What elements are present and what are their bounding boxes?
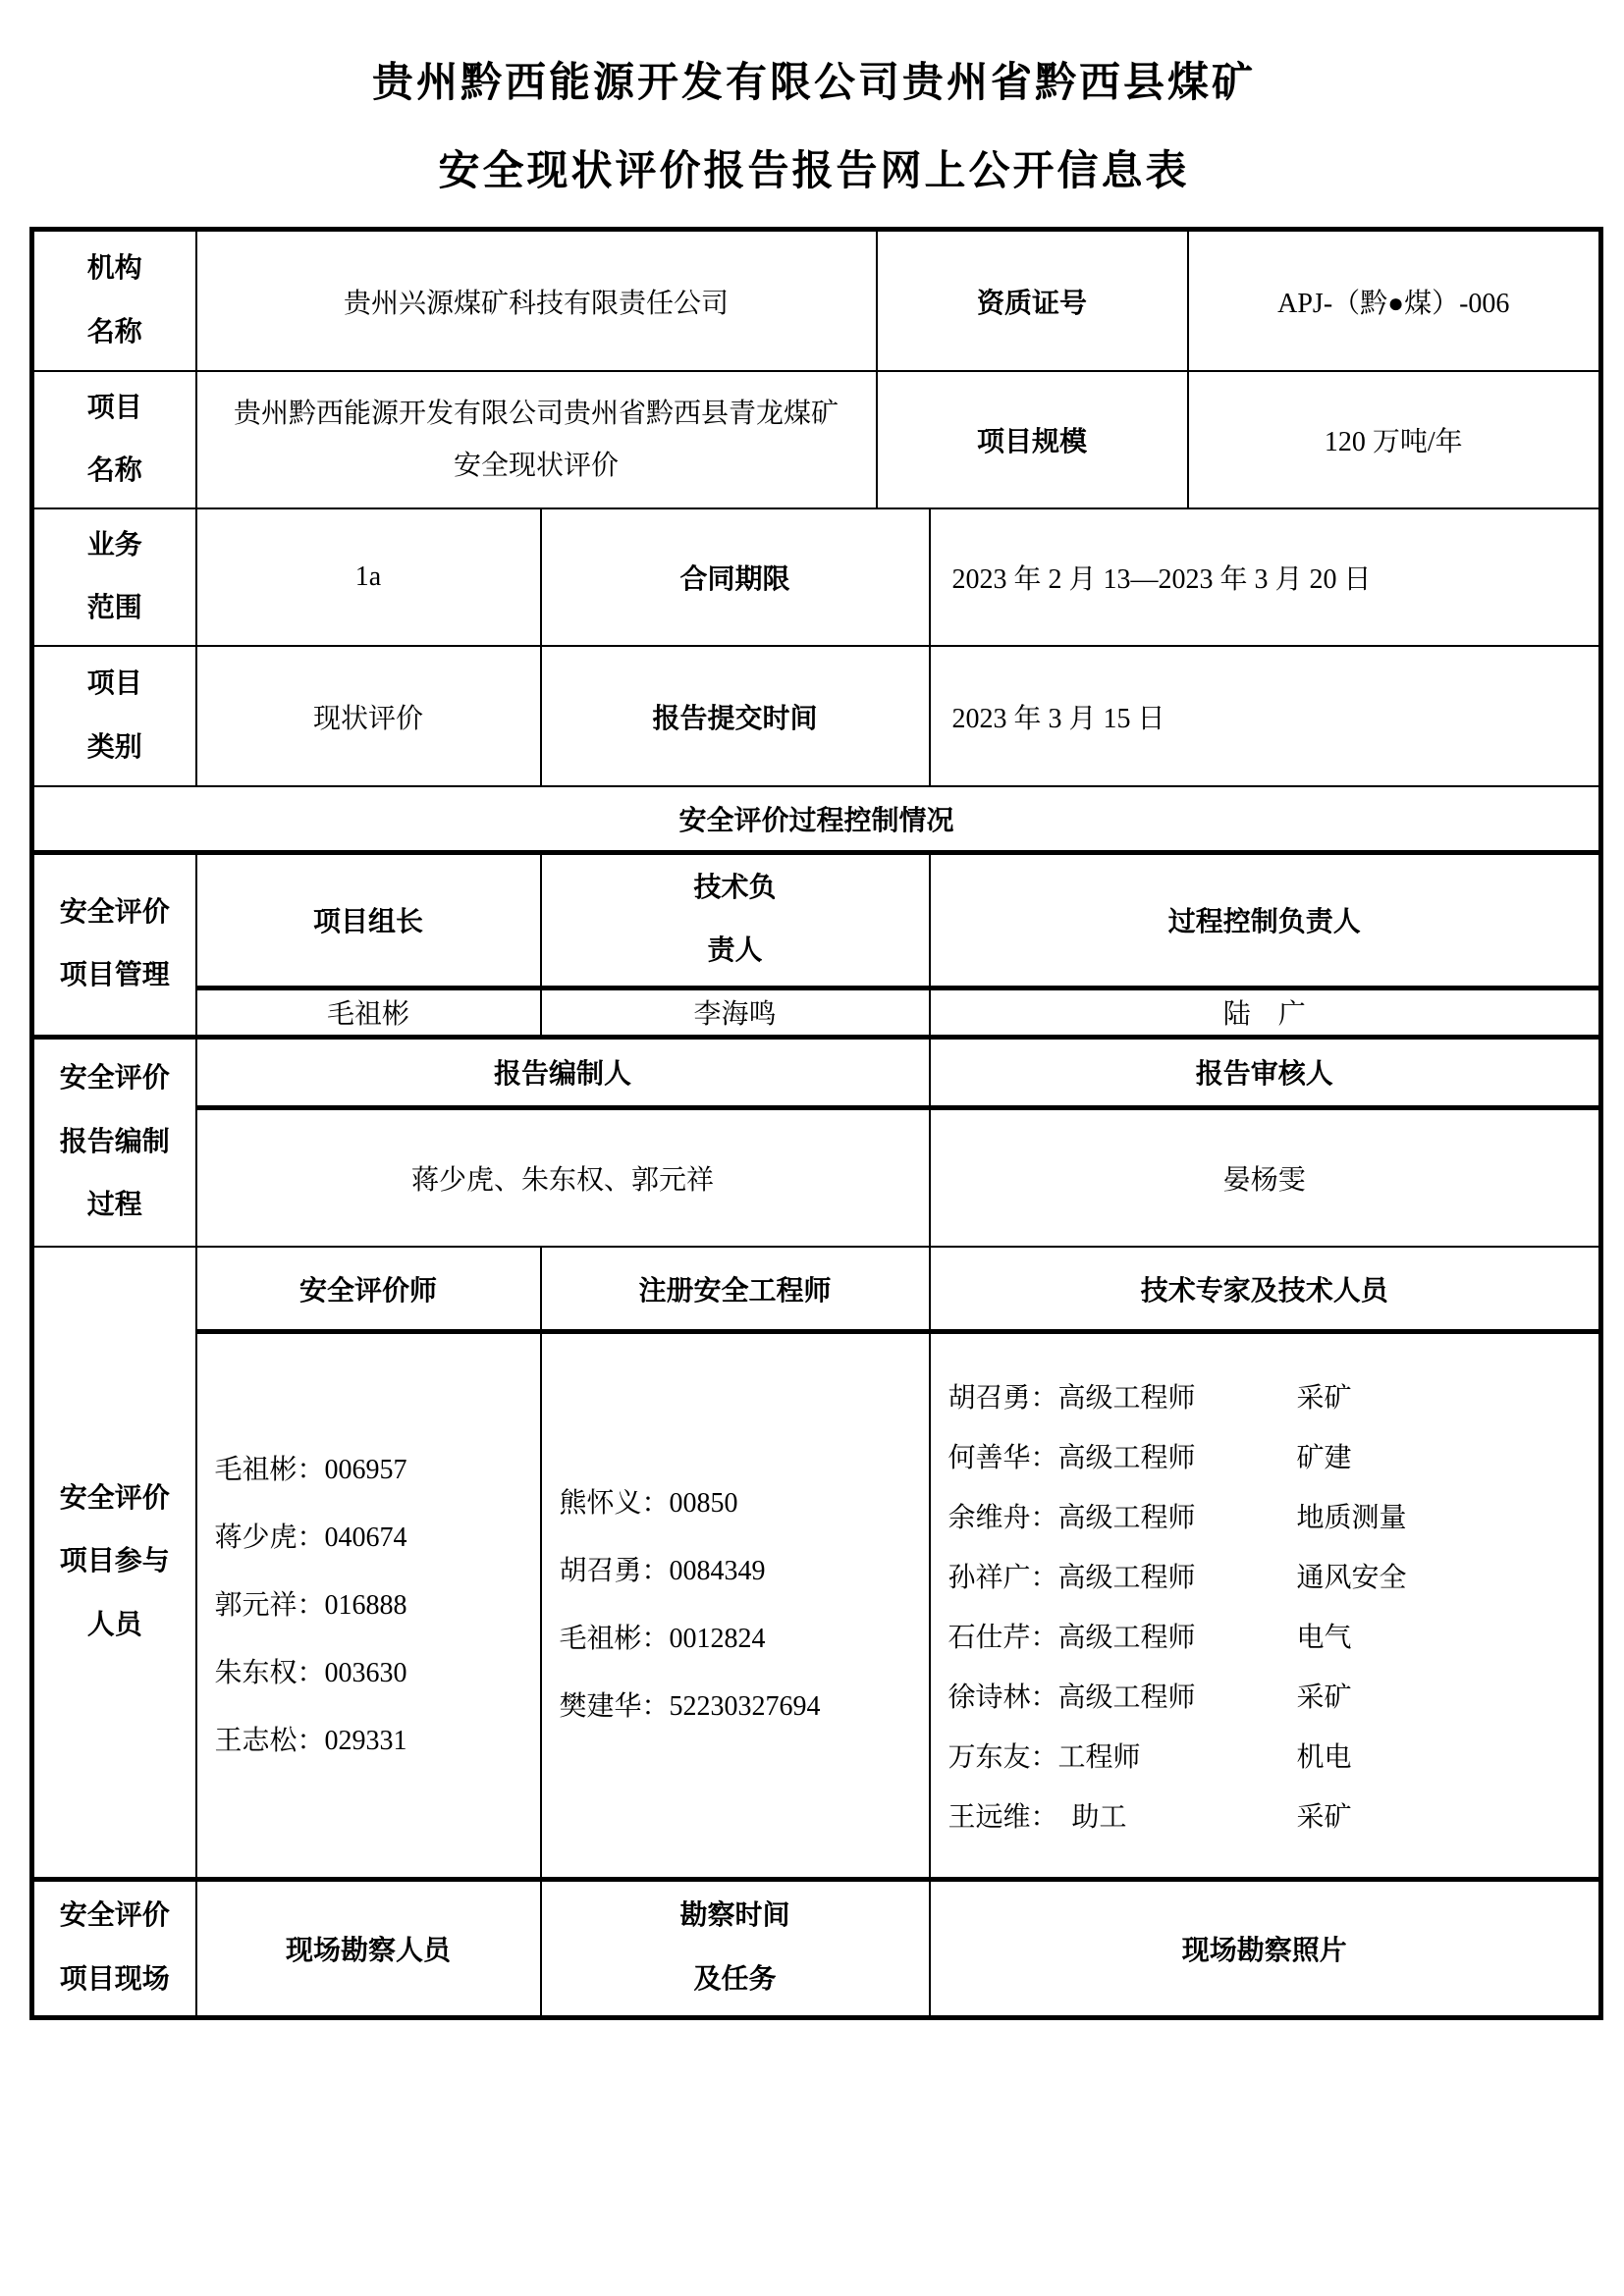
expert-name-title: 余维舟：高级工程师 [947, 1502, 1196, 1533]
engineer-item: 熊怀义：00850 [559, 1488, 738, 1520]
contract-period-value: 2023 年 2 月 13—2023 年 3 月 20 日 [930, 508, 1601, 646]
expert-item [948, 1485, 1596, 1545]
org-name-label [32, 229, 196, 371]
engineer-header: 注册安全工程师 [541, 1247, 930, 1331]
tech-lead-label-line1: 技术负 [693, 872, 777, 903]
business-scope-label [32, 508, 196, 646]
scope-label-line2: 范围 [86, 593, 142, 624]
expert-item [948, 1365, 1596, 1425]
org-label-line1: 机构 [86, 253, 142, 285]
expert-field: 机电 [1296, 1741, 1352, 1773]
tech-lead-label-line2: 责人 [707, 935, 763, 967]
compilation-label-line1: 安全评价 [59, 1063, 170, 1095]
participants-section-label [32, 1247, 196, 1879]
evaluator-item: 蒋少虎：040674 [214, 1522, 407, 1553]
site-label-line2: 项目现场 [59, 1963, 170, 1995]
report-reviewer-label: 报告审核人 [930, 1037, 1601, 1107]
expert-name-title: 石仕芹：高级工程师 [947, 1622, 1196, 1653]
site-section-label [32, 1879, 196, 2017]
expert-field: 地质测量 [1296, 1502, 1407, 1533]
evaluator-header: 安全评价师 [196, 1247, 541, 1331]
project-type-label [32, 646, 196, 786]
surveyor-label: 现场勘察人员 [196, 1879, 541, 2017]
report-reviewer-value: 晏杨雯 [930, 1107, 1601, 1247]
management-label-line1: 安全评价 [59, 896, 170, 928]
expert-field: 通风安全 [1296, 1562, 1407, 1593]
report-writer-value: 蒋少虎、朱东权、郭元祥 [196, 1107, 930, 1247]
participants-label-line1: 安全评价 [59, 1482, 170, 1514]
survey-photo-label: 现场勘察照片 [930, 1879, 1601, 2017]
compilation-section-label [32, 1037, 196, 1247]
project-type-value: 现状评价 [196, 646, 541, 786]
expert-list [930, 1331, 1601, 1879]
survey-time-label [541, 1879, 930, 2017]
project-name-value: 贵州黔西能源开发有限公司贵州省黔西县青龙煤矿安全现状评价 [196, 371, 877, 508]
business-scope-value: 1a [196, 508, 541, 646]
expert-field: 矿建 [1296, 1442, 1352, 1473]
expert-item [948, 1425, 1596, 1485]
type-label-line1: 项目 [86, 668, 142, 700]
report-writer-label: 报告编制人 [196, 1037, 930, 1107]
compilation-label-line3: 过程 [86, 1190, 142, 1221]
expert-name-title: 孙祥广：高级工程师 [947, 1562, 1196, 1593]
expert-name-title: 万东友：工程师 [947, 1741, 1141, 1773]
evaluator-item: 朱东权：003630 [214, 1657, 407, 1688]
expert-name-title: 徐诗林：高级工程师 [947, 1682, 1196, 1713]
expert-name-title: 何善华：高级工程师 [947, 1442, 1196, 1473]
leader-value: 毛祖彬 [196, 988, 541, 1037]
expert-name-title: 王远维： 助工 [947, 1801, 1127, 1833]
expert-item [948, 1725, 1596, 1785]
expert-name-title: 胡召勇：高级工程师 [947, 1382, 1196, 1414]
compilation-label-line2: 报告编制 [59, 1126, 170, 1157]
org-label-line2: 名称 [86, 316, 142, 347]
expert-header: 技术专家及技术人员 [930, 1247, 1601, 1331]
management-label-line2: 项目管理 [59, 960, 170, 991]
evaluator-list [196, 1331, 541, 1879]
survey-time-label-line1: 勘察时间 [679, 1900, 790, 1932]
project-label-line2: 名称 [86, 455, 142, 487]
org-name-value: 贵州兴源煤矿科技有限责任公司 [196, 229, 877, 371]
submit-time-label: 报告提交时间 [541, 646, 930, 786]
expert-item [948, 1665, 1596, 1725]
document-title-line1: 贵州黔西能源开发有限公司贵州省黔西县煤矿 [371, 61, 1256, 106]
expert-field: 电气 [1296, 1622, 1352, 1653]
document-title-line2: 安全现状评价报告报告网上公开信息表 [438, 149, 1190, 195]
site-label-line1: 安全评价 [59, 1900, 170, 1932]
expert-item [948, 1545, 1596, 1605]
survey-time-label-line2: 及任务 [693, 1963, 777, 1995]
management-section-label [32, 852, 196, 1037]
engineer-item: 樊建华：52230327694 [559, 1691, 821, 1723]
process-control-lead-value: 陆 广 [930, 988, 1601, 1037]
participants-label-line2: 项目参与 [59, 1546, 170, 1577]
expert-field: 采矿 [1296, 1382, 1352, 1414]
scope-label-line1: 业务 [86, 529, 142, 561]
process-control-lead-label: 过程控制负责人 [930, 852, 1601, 988]
engineer-item: 毛祖彬：0012824 [559, 1624, 766, 1655]
participants-label-line3: 人员 [86, 1609, 142, 1640]
contract-period-label: 合同期限 [541, 508, 930, 646]
expert-item [948, 1605, 1596, 1665]
project-scale-value: 120 万吨/年 [1188, 371, 1601, 508]
project-label-line1: 项目 [86, 392, 142, 423]
expert-item [948, 1785, 1596, 1844]
expert-field: 采矿 [1296, 1801, 1352, 1833]
info-table [29, 227, 1603, 2020]
submit-time-value: 2023 年 3 月 15 日 [930, 646, 1601, 786]
expert-field: 采矿 [1296, 1682, 1352, 1713]
evaluator-item: 郭元祥：016888 [214, 1589, 407, 1621]
process-control-banner: 安全评价过程控制情况 [32, 786, 1601, 852]
leader-label: 项目组长 [196, 852, 541, 988]
evaluator-item: 毛祖彬：006957 [214, 1454, 407, 1485]
tech-lead-label [541, 852, 930, 988]
cert-no-value: APJ-（黔●煤）-006 [1188, 229, 1601, 371]
tech-lead-value: 李海鸣 [541, 988, 930, 1037]
evaluator-item: 王志松：029331 [214, 1725, 407, 1756]
cert-no-label: 资质证号 [877, 229, 1188, 371]
type-label-line2: 类别 [86, 731, 142, 763]
project-name-label [32, 371, 196, 508]
engineer-item: 胡召勇：0084349 [559, 1556, 766, 1587]
engineer-list [541, 1331, 930, 1879]
project-scale-label: 项目规模 [877, 371, 1188, 508]
